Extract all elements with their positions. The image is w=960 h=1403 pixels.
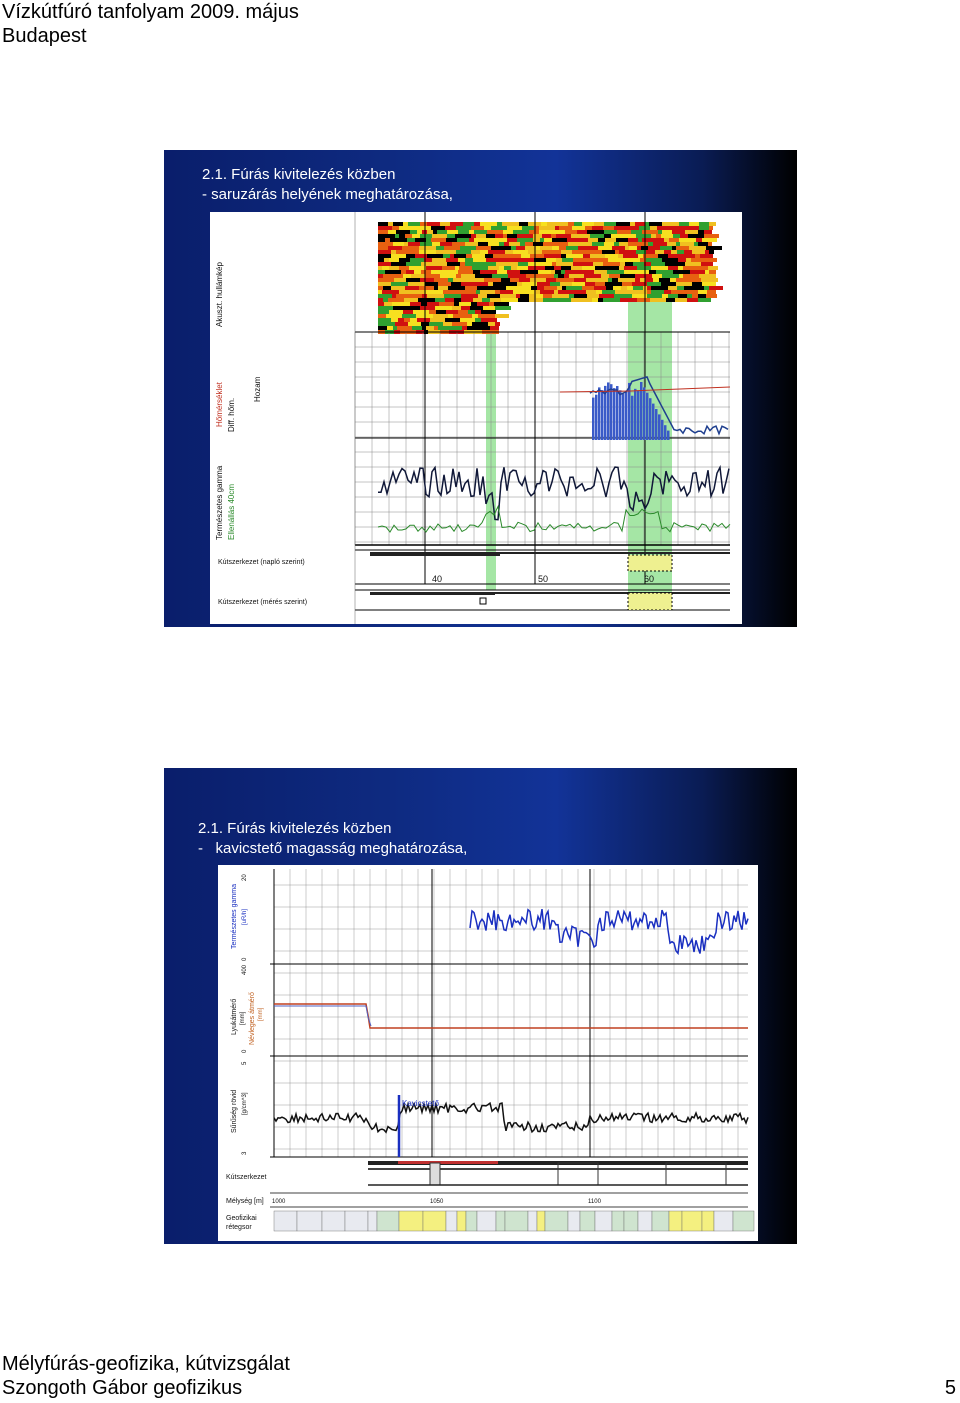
track3-density-label: Sűrűség rövid: [231, 1089, 238, 1133]
track3-min: 3: [242, 1151, 248, 1155]
retegsor-label: rétegsor: [226, 1224, 252, 1231]
page-number: 5: [944, 1377, 956, 1399]
track1-label: Akuszt. hullámkép: [215, 262, 224, 327]
track3-gamma-label: Természetes gamma: [215, 465, 224, 540]
geofizikai-label: Geofizikai: [226, 1215, 257, 1222]
track2-nominal-unit: [mm]: [258, 1007, 264, 1021]
well-structure-label-2: Kútszerkezet (mérés szerint): [218, 599, 308, 606]
track3-density-unit: [g/cm^3]: [242, 1092, 248, 1115]
header-line-1: Vízkútfúró tanfolyam 2009. május: [2, 1, 299, 23]
track2-temp-label: Hőmérséklet: [215, 382, 224, 427]
depth-1000: 1000: [272, 1199, 286, 1205]
track1-gamma-unit: [uR/h]: [242, 908, 248, 925]
slide-1: [164, 150, 797, 627]
melyseg-label: Mélység [m]: [226, 1198, 264, 1205]
track2-flow-label: Hozam: [253, 376, 262, 402]
slide-1-subtitle: - saruzárás helyének meghatározása,: [202, 186, 453, 203]
well-log-image-2: [218, 865, 758, 1241]
track1-max: 20: [242, 874, 248, 881]
track1-min: 0: [242, 957, 248, 961]
depth-label-60: 60: [644, 574, 655, 584]
track2-min: 0: [242, 1049, 248, 1053]
track3-max: 5: [242, 1061, 248, 1065]
depth-label-50: 50: [538, 574, 549, 584]
track1-gamma-label: Természetes gamma: [231, 884, 238, 949]
slide-2-title: 2.1. Fúrás kivitelezés közben: [198, 820, 392, 837]
depth-1100: 1100: [588, 1199, 601, 1205]
footer-line-2: Szongoth Gábor geofizikus: [2, 1377, 243, 1399]
depth-label-40: 40: [432, 574, 443, 584]
depth-1050: 1050: [430, 1199, 444, 1205]
kutszerkezet-label: Kútszerkezet: [226, 1174, 267, 1181]
slide-2-subtitle: - kavicstető magasság meghatározása,: [198, 840, 468, 857]
well-log-image-1: [210, 212, 742, 624]
well-structure-label-1: Kútszerkezet (napló szerint): [218, 559, 305, 566]
kavicsteto-label: Kavicstető: [402, 1099, 439, 1108]
track2-caliper-unit: [mm]: [240, 1011, 246, 1025]
track2-diff-label: Diff. hőm.: [227, 397, 236, 432]
track2-nominal-label: Névleges átmérő: [249, 992, 256, 1045]
slide-2: [164, 768, 797, 1244]
slide-1-title: 2.1. Fúrás kivitelezés közben: [202, 166, 396, 183]
track2-caliper-label: Lyukátmérő: [231, 998, 238, 1035]
track3-res-label: Ellenállás 40cm: [227, 483, 236, 540]
track2-max: 400: [242, 964, 248, 975]
header-line-2: Budapest: [2, 25, 87, 47]
footer-line-1: Mélyfúrás-geofizika, kútvizsgálat: [2, 1353, 290, 1375]
